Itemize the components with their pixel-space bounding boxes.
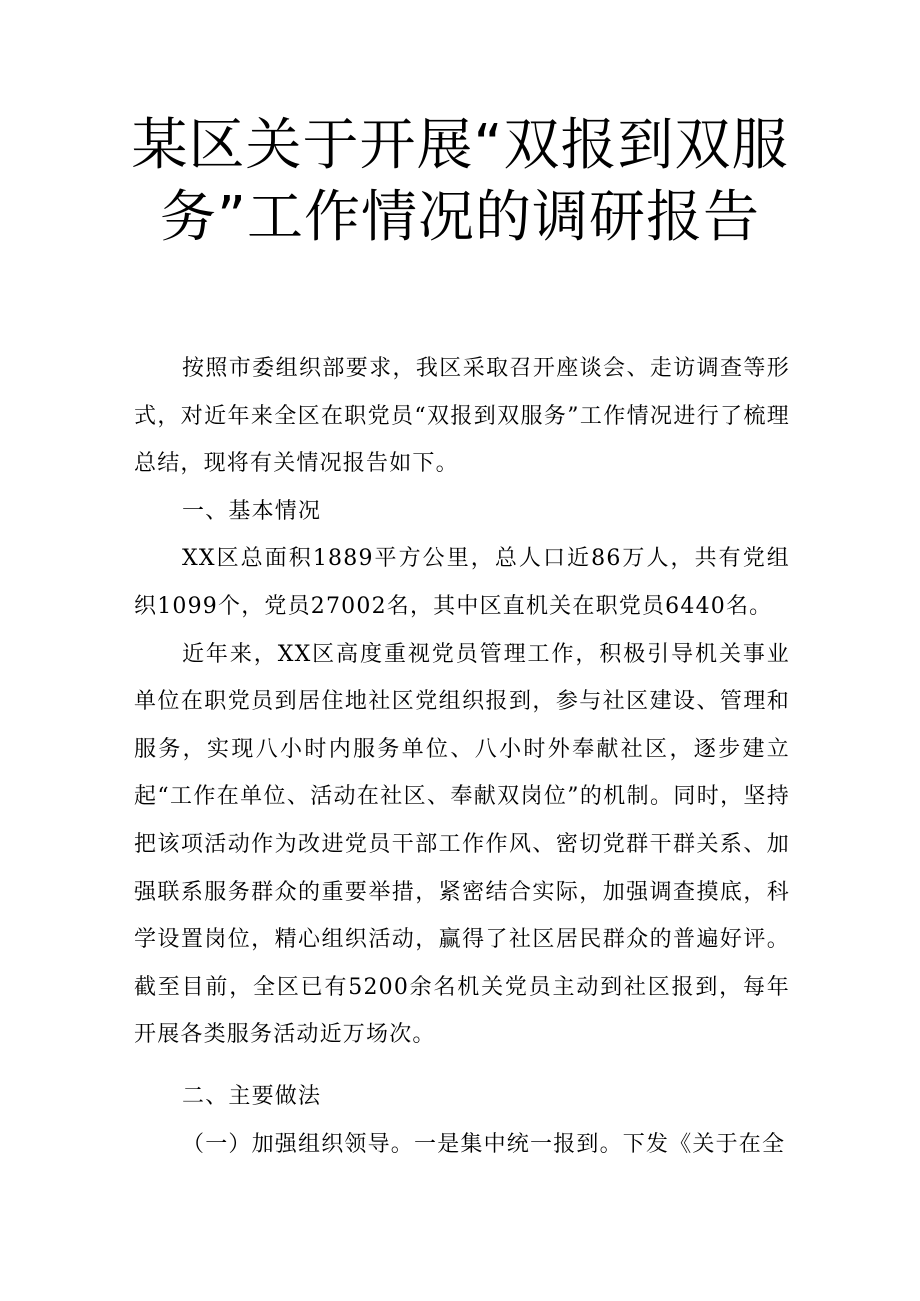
intro-paragraph: 按照市委组织部要求，我区采取召开座谈会、走访调查等形式，对近年来全区在职党员“双报到双服务”工作情况进行了梳理总结，现将有关情况报告如下。 <box>134 356 790 477</box>
section-heading-basic-situation: 一、基本情况 <box>182 498 322 524</box>
subsection-paragraph: （一）加强组织领导。一是集中统一报到。下发《关于在全 <box>182 1131 786 1157</box>
statistics-paragraph: XX区总面积1889平方公里，总人口近86万人，共有党组织1099个，党员27002名，其中区直机关在职党员6440名。 <box>134 546 790 619</box>
section-heading-main-practices: 二、主要做法 <box>182 1083 322 1109</box>
overview-paragraph: 近年来，XX区高度重视党员管理工作，积极引导机关事业单位在职党员到居住地社区党组织报到，参与社区建设、管理和服务，实现八小时内服务单位、八小时外奉献社区，逐步建立起“工作在单位、活动在社区、奉献双岗位”的机制。同时，坚持把该项活动作为改进党员干部工作作风、密切党群干群关系、加强联系服务群众的重要举措，紧密结合实际，加强调查摸底，科学设置岗位，精心组织活动，赢得了社区居民群众的普遍好评。截至目前，全区已有5200余名机关党员主动到社区报到，每年开展各类服务活动近万场次。 <box>134 641 790 1048</box>
document-title: 某区关于开展“双报到双服务”工作情况的调研报告 <box>131 113 789 250</box>
document-body <box>134 345 790 1168</box>
